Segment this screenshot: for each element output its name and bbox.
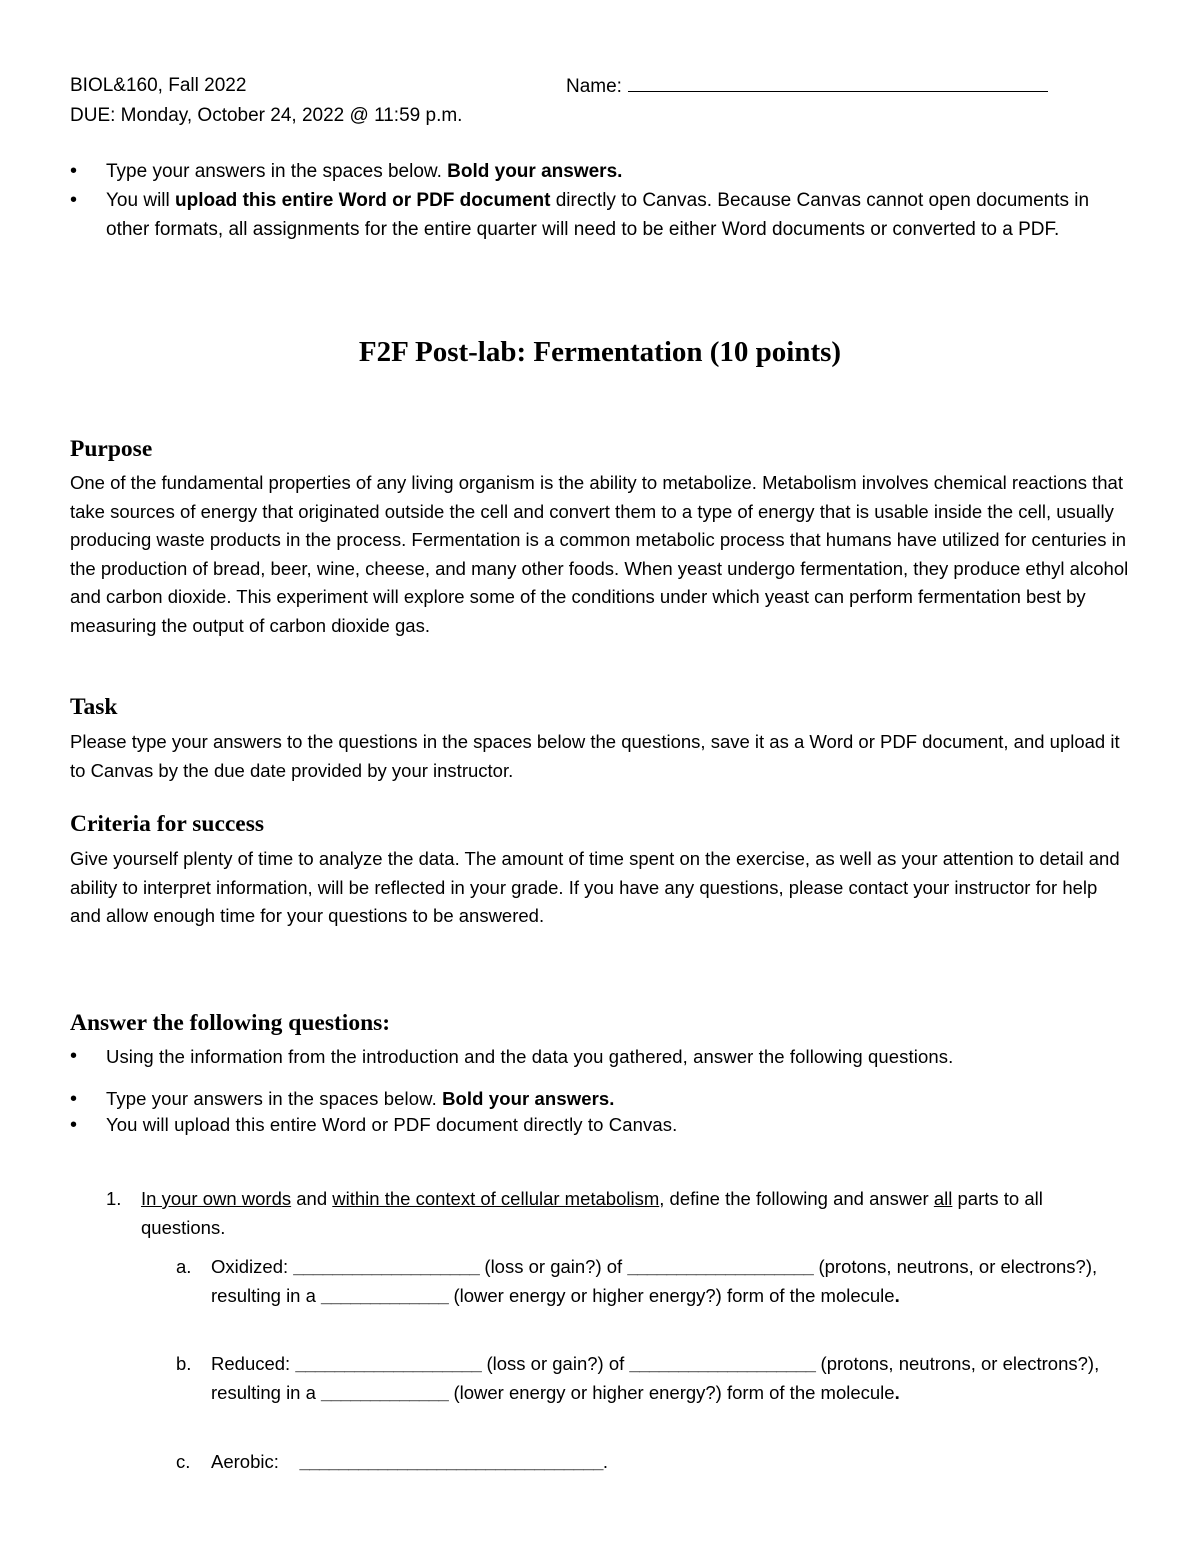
question-1b-letter: b. (176, 1353, 192, 1374)
question-1b-text (211, 1350, 1126, 1407)
q1a-answer-blank-1[interactable]: ___________________ (293, 1256, 480, 1277)
list-item: • You will upload this entire Word or PDF document directly to Canvas. (70, 1112, 1130, 1138)
q1a-text-2: (protons, neutrons, or electrons?), resulting in a (211, 1256, 1098, 1306)
criteria-text: Give yourself plenty of time to analyze the data. The amount of time spent on the exercise, as well as your attention to detail and ability to interpret information, will be reflected in your grade. If you have any questions, please contact your instructor for help and allow enough time for your questions to be answered. (70, 848, 1120, 927)
q1-underlined-3: all (933, 1188, 953, 1209)
q1b-label: Reduced: (211, 1353, 296, 1374)
page-title: F2F Post-lab: Fermentation (10 points) (358, 336, 842, 368)
q1c-period: . (602, 1451, 609, 1472)
due-date: DUE: Monday, October 24, 2022 @ 11:59 p.m. (70, 105, 463, 126)
instruction-bold: Bold your answers. (447, 161, 623, 182)
instruction-bold: upload this entire Word or PDF document (175, 190, 551, 211)
q1a-period: . (894, 1284, 900, 1306)
question-1c-text (211, 1448, 1126, 1477)
criteria-heading: Criteria for success (70, 811, 265, 837)
instruction-text: Type your answers in the spaces below. (106, 161, 448, 182)
q1-underlined-2: within the context of cellular metabolism (332, 1188, 660, 1209)
answer-instructions-list (70, 1042, 1130, 1071)
q1b-text-1: (loss or gain?) of (481, 1353, 630, 1374)
list-item: • Using the information from the introduction and the data you gathered, answer the following questions. (70, 1042, 1130, 1071)
purpose-heading: Purpose (70, 436, 153, 462)
instruction-text: Type your answers in the spaces below. (106, 1088, 443, 1109)
list-item (70, 186, 1130, 244)
question-1-text (141, 1185, 1126, 1242)
q1-underlined-1: In your own words (141, 1188, 292, 1209)
question-1c-letter: c. (176, 1451, 191, 1472)
purpose-text: One of the fundamental properties of any living organism is the ability to metabolize. Metabolism involves chemical reactions that take sources of energy that originated outside the cell and convert them to a type of energy that is usable inside the cell, usually producing waste products in the process. Fermentation is a common metabolic process that humans have utilized for centuries in the production of bread, beer, wine, cheese, and many other foods. When yeast undergo fermentation, they produce ethyl alcohol and carbon dioxide. This experiment will explore some of the conditions under which yeast can perform fermentation best by measuring the output of carbon dioxide gas. (70, 472, 1129, 636)
q1b-text-3: (lower energy or higher energy?) form of the molecule (448, 1381, 895, 1403)
instruction-text: You will (106, 190, 176, 211)
q1a-label: Oxidized: (211, 1256, 294, 1277)
course-title: BIOL&160, Fall 2022 (70, 75, 247, 96)
question-1-number: 1. (106, 1188, 122, 1209)
list-item (70, 157, 1130, 186)
q1b-text-2: (protons, neutrons, or electrons?), resulting in a (211, 1353, 1100, 1403)
name-field (566, 72, 1048, 101)
name-blank-line (628, 72, 1048, 92)
q1c-label: Aerobic: (211, 1451, 300, 1472)
q1b-answer-blank-1[interactable]: ___________________ (295, 1353, 482, 1374)
q1b-answer-blank-3[interactable]: _____________ (321, 1381, 449, 1403)
q1-text-3: parts to all questions. (141, 1188, 1043, 1238)
answer-instructions-list-2 (70, 1086, 1130, 1138)
top-instructions-list (70, 157, 1130, 244)
q1c-answer-blank[interactable]: _______________________________ (299, 1451, 603, 1472)
list-item (70, 1086, 1130, 1112)
name-label: Name: (566, 76, 622, 97)
q1-text-2: , define the following and answer (659, 1188, 934, 1209)
instruction-text: directly to Canvas. Because Canvas cannot open documents in other formats, all assignments for the entire quarter will need to be either Word documents or converted to a PDF. (106, 190, 1090, 240)
task-heading: Task (70, 694, 118, 720)
q1b-period: . (894, 1381, 900, 1403)
q1a-text-1: (loss or gain?) of (479, 1256, 628, 1277)
q1a-answer-blank-3[interactable]: _____________ (321, 1284, 449, 1306)
question-1a-text (211, 1253, 1126, 1310)
instruction-bold: Bold your answers. (442, 1088, 615, 1109)
q1a-answer-blank-2[interactable]: ___________________ (627, 1256, 814, 1277)
q1b-answer-blank-2[interactable]: ___________________ (629, 1353, 816, 1374)
task-text: Please type your answers to the questions in the spaces below the questions, save it as a Word or PDF document, and upload it to Canvas by the due date provided by your instructor. (70, 731, 1120, 781)
q1a-text-3: (lower energy or higher energy?) form of the molecule (448, 1284, 895, 1306)
q1-text-1: and (291, 1188, 333, 1209)
answer-heading: Answer the following questions: (70, 1010, 391, 1036)
question-1a-letter: a. (176, 1256, 192, 1277)
